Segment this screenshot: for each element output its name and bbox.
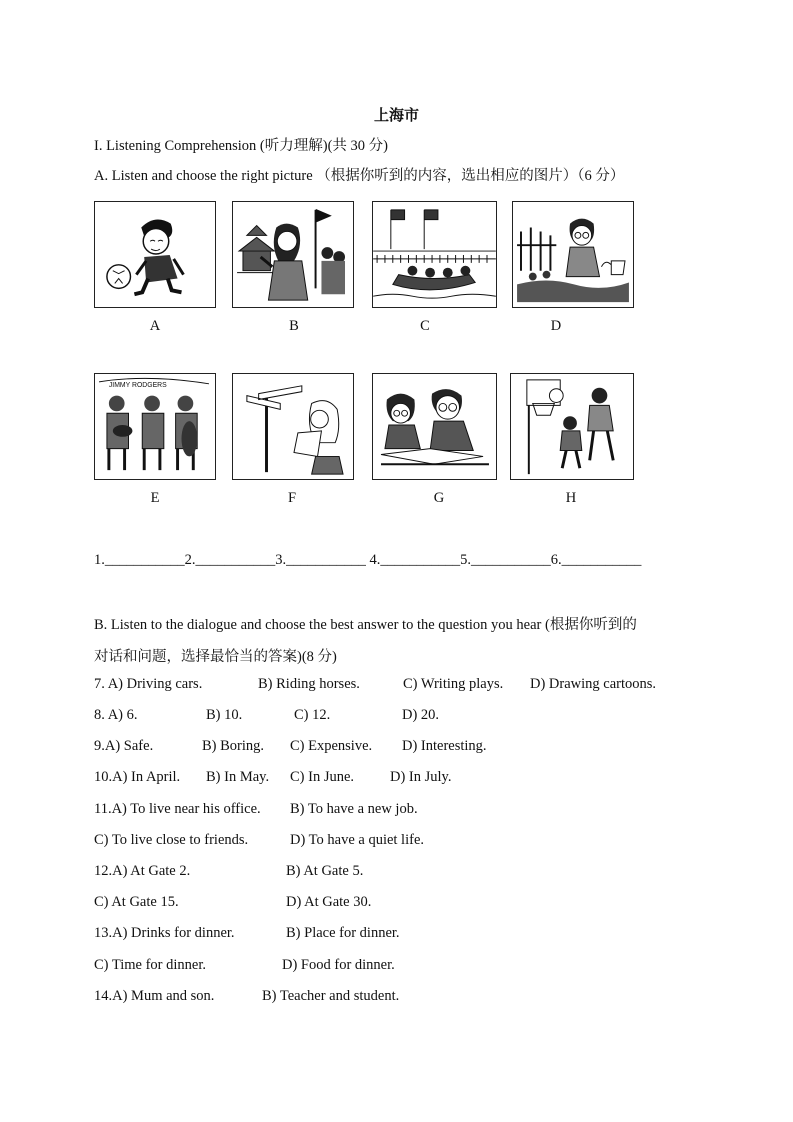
picture-label-h: H — [565, 490, 577, 506]
picture-label-f: F — [287, 490, 297, 506]
picture-a — [94, 201, 216, 308]
question-10-option-b: B) In May. — [206, 769, 270, 785]
part-b-instruction: B. Listen to the dialogue and choose the best answer to the question you hear (根据你听到的 — [94, 617, 637, 633]
question-7-option-d: D) Drawing cartoons. — [530, 676, 657, 692]
picture-g — [372, 373, 497, 480]
question-11-option-b: B) To have a new job. — [290, 801, 418, 817]
question-7-option-c: C) Writing plays. — [403, 676, 504, 692]
picture-label-e: E — [150, 490, 160, 506]
students-studying-icon — [373, 374, 496, 479]
part-a-instruction: A. Listen and choose the right picture （根据你听到的内容，选出相应的图片）（6 分） — [94, 168, 625, 184]
question-12-option-a: 12.A) At Gate 2. — [94, 863, 191, 879]
picture-h — [510, 373, 634, 480]
picture-label-b: B — [289, 318, 299, 334]
question-12-option-c: C) At Gate 15. — [94, 894, 179, 910]
question-12-option-b: B) At Gate 5. — [286, 863, 364, 879]
dragon-boat-race-icon — [373, 202, 496, 307]
picture-label-a: A — [149, 318, 161, 334]
picture-e — [94, 373, 216, 480]
girl-gardening-icon — [513, 202, 633, 307]
question-9-option-a: 9.A) Safe. — [94, 738, 154, 754]
question-14-option-b: B) Teacher and student. — [262, 988, 400, 1004]
question-9-option-d: D) Interesting. — [402, 738, 487, 754]
picture-d — [512, 201, 634, 308]
question-11-option-d: D) To have a quiet life. — [290, 832, 425, 848]
question-10-option-a: 10.A) In April. — [94, 769, 181, 785]
question-8-option-b: B) 10. — [206, 707, 243, 723]
section-heading: I. Listening Comprehension (听力理解)(共 30 分) — [94, 138, 388, 154]
question-7-option-a: 7. A) Driving cars. — [94, 676, 203, 692]
band-playing-instruments-icon — [95, 374, 215, 479]
question-11-option-c: C) To live close to friends. — [94, 832, 249, 848]
question-13-option-c: C) Time for dinner. — [94, 957, 206, 973]
picture-b — [232, 201, 354, 308]
girl-reading-street-sign-icon — [233, 374, 353, 479]
question-13-option-b: B) Place for dinner. — [286, 925, 400, 941]
question-13-option-a: 13.A) Drinks for dinner. — [94, 925, 235, 941]
question-10-option-c: C) In June. — [290, 769, 355, 785]
question-9-option-c: C) Expensive. — [290, 738, 373, 754]
question-11-option-a: 11.A) To live near his office. — [94, 801, 261, 817]
picture-f — [232, 373, 354, 480]
question-7-option-b: B) Riding horses. — [258, 676, 360, 692]
picture-c — [372, 201, 497, 308]
picture-label-c: C — [420, 318, 430, 334]
question-9-option-b: B) Boring. — [202, 738, 265, 754]
picture-label-g: G — [433, 490, 445, 506]
answer-blanks[interactable]: 1.___________2.___________3.___________ 4.___________5.___________6.___________ — [94, 552, 642, 568]
question-13-option-d: D) Food for dinner. — [282, 957, 395, 973]
boy-with-football-icon — [95, 202, 215, 307]
question-8-option-d: D) 20. — [402, 707, 440, 723]
picture-label-d: D — [550, 318, 562, 334]
question-12-option-d: D) At Gate 30. — [286, 894, 372, 910]
band-sign-text: JIMMY RODGERS — [108, 381, 167, 389]
question-8-option-a: 8. A) 6. — [94, 707, 138, 723]
question-10-option-d: D) In July. — [390, 769, 452, 785]
part-b-instruction-cont: 对话和问题，选择最恰当的答案)(8 分) — [94, 649, 337, 665]
page-title: 上海市 — [373, 108, 419, 124]
kids-playing-basketball-icon — [511, 374, 633, 479]
tour-guide-with-flag-icon — [233, 202, 353, 307]
question-8-option-c: C) 12. — [294, 707, 331, 723]
question-14-option-a: 14.A) Mum and son. — [94, 988, 215, 1004]
